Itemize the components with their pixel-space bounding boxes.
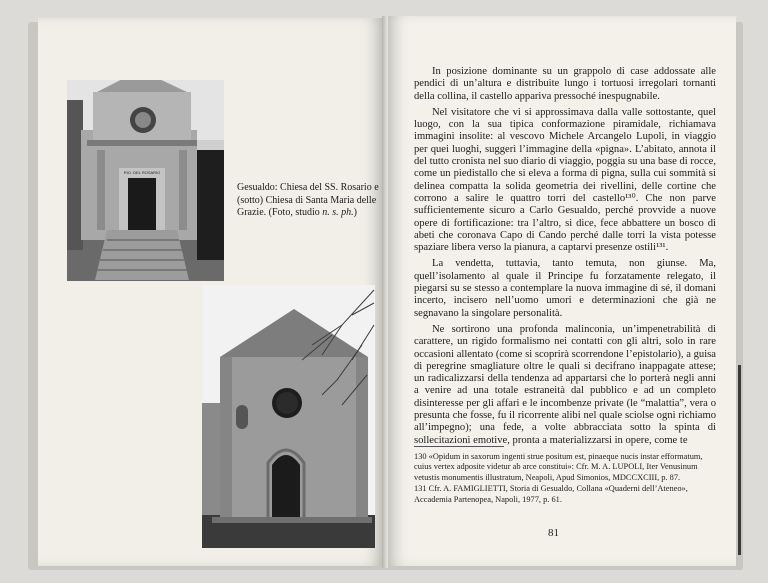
photo-chiesa-santa-maria: [202, 285, 375, 548]
paragraph-1: In posizione dominante su un grappolo di case addossate alle pendici di un’altura e distribuite lungo i tortuosi irregolari tornanti della collina, il castello appariva pressoché inespugnabile.: [414, 66, 716, 102]
book-gutter: [382, 16, 388, 568]
paragraph-2: Nel visitatore che vi si approssimava dalla valle sottostante, quel luogo, con la sua tipica conformazione piramidale, richiamava immagini insolite: al vescovo Michele Arcangelo Lupoli, in viaggio per quei luoghi, suggerì l’immagine della «pigna». L’abitato, annota il del tutto cronista nel suo diario di viaggio, poggia su una base di rocce, come un piedistallo che si eleva a forma di pigna, sulla cui sommità si delinea compatta la solida geometria dei rivellini, delle cortine che corrono a salire le quattro torri del castello¹³⁰. Che non parve sufficientemente sicuro a Carlo Gesualdo, perché provvide a nuove opere di fortificazione: tra l’altro, si dice, fece abbattere un bosco di abeti che coronava Capo di Cando perché dalle torri la vista potesse spaziare libera verso la pianura, a captarvi presenze ostili¹³¹.: [414, 106, 716, 254]
footnotes: [414, 446, 716, 506]
photo-caption: [237, 182, 379, 220]
caption-line-2: (sotto) Chiesa di Santa Maria delle: [237, 194, 377, 206]
caption-line-1: Gesualdo: Chiesa del SS. Rosario e: [237, 182, 379, 193]
church-rosario-illustration: [67, 80, 224, 281]
caption-line-3-post: ): [353, 207, 358, 218]
photo-sign-text: RIO. DEL ROSARIO: [123, 170, 161, 175]
bookmark-ribbon: [738, 365, 741, 555]
paragraph-4: Ne sortirono una profonda malinconia, un’impenetrabilità di carattere, un rigido formalismo nei contatti con gli altri, solo in rare occasioni allentato (come si scoprirà scorrendone l’epistolario), a guisa di peregrine smagliature oltre le quali si decifrano inappagate attese; un radicalizzarsi della tendenza ad appartarsi che lo porterà negli anni a venire ad una totale estraneità dal pubblico e ad un completo disinteresse per gli affari e le incombenze private (le “malattia”, vera o presunta che fosse, fu il ricorrente alibi nel quale sciolse ogni richiamo all’impegno); una fede, a volte abbracciata sotto la spinta di sollecitazioni emotive, pronta a materializzarsi in opere, come te: [414, 323, 716, 446]
page-number: 81: [548, 527, 559, 539]
footnote-131: 131 Cfr. A. FAMIGLIETTI, Storia di Gesualdo, Collana «Quaderni dell’Ateneo», Accademia Partenopea, Napoli, 1977, p. 61.: [414, 484, 688, 504]
main-text: [414, 66, 716, 451]
church-santa-maria-illustration: [202, 285, 375, 548]
footnote-130: 130 «Opidum in saxorum ingenti strue positum est, pinaeque nucis instar efformatum, cuius vertex adposite videtur ab arce constitui»: Cfr. M. A. LUPOLI, Iter Venusinum vetustis monumentis illustratum, Neapoli, Apud Simonios, MDCCXCIII, p. 87.: [414, 452, 703, 482]
caption-photo-credit: n. s. ph.: [322, 207, 354, 218]
paragraph-3: La vendetta, tuttavia, tanto temuta, non giunse. Ma, quell’isolamento al quale il Principe fu forzatamente relegato, il piegarsi su se stesso a contemplare la nuova immagine di sé, il domani incerto, incisero nell’uomo umori e determinazioni che già ne segnavano la singolare personalità.: [414, 258, 716, 319]
footnote-rule: [414, 446, 504, 447]
caption-line-3-pre: Grazie. (Foto, studio: [237, 207, 323, 218]
photo-chiesa-rosario: [67, 80, 224, 281]
